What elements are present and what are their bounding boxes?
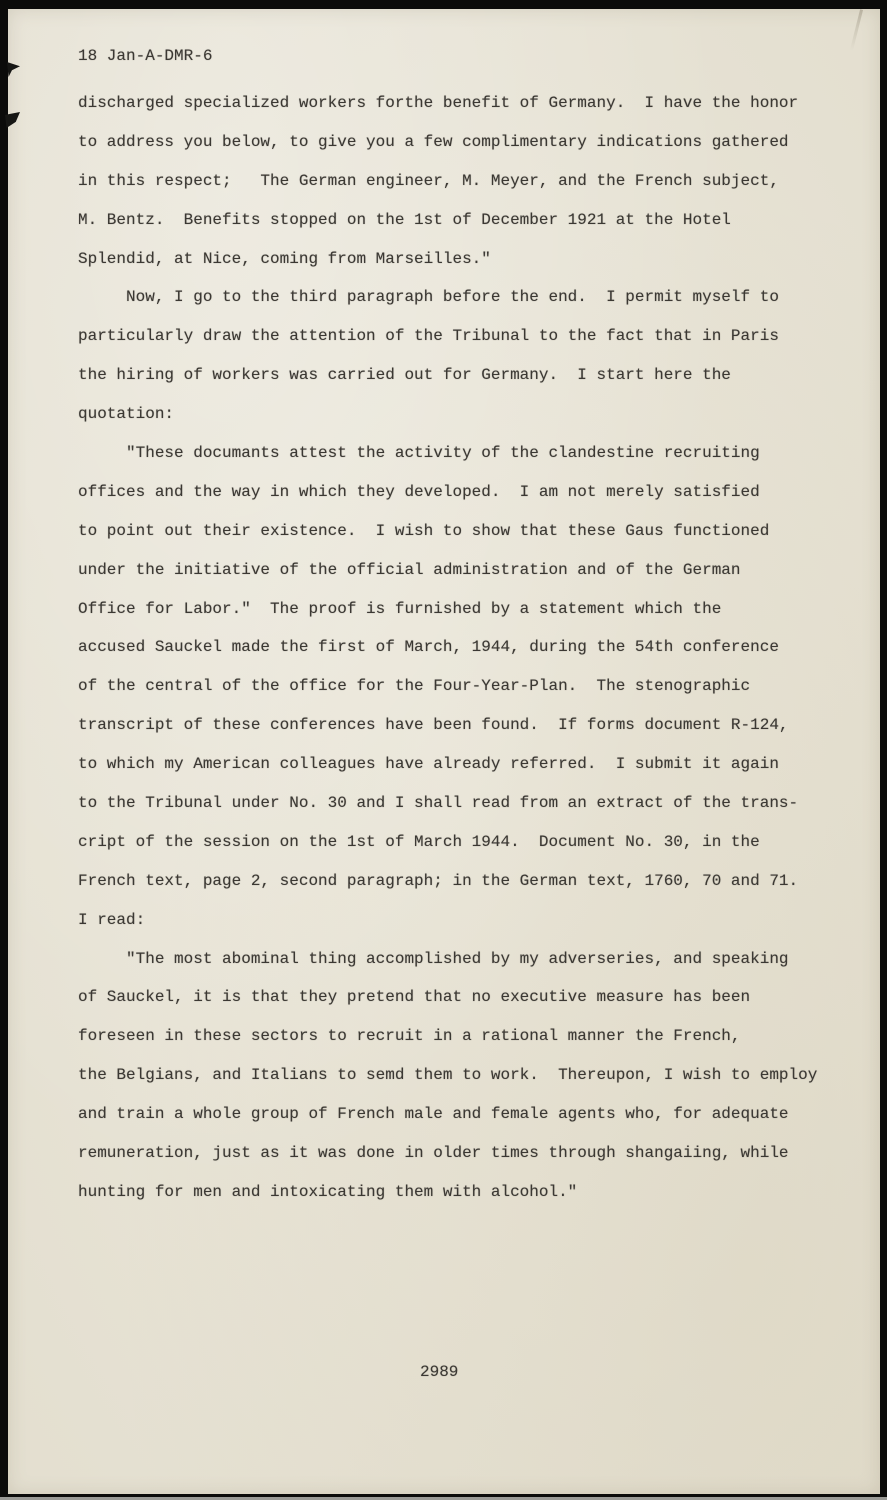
text-line: the Belgians, and Italians to semd them to work. Thereupon, I wish to employ (78, 1066, 818, 1085)
text-line: remuneration, just as it was done in older times through shangaiing, while (78, 1144, 789, 1163)
text-line: to point out their existence. I wish to show that these Gaus functioned (78, 521, 770, 540)
document-header: 18 Jan-A-DMR-6 (78, 47, 213, 65)
text-line: Now, I go to the third paragraph before the end. I permit myself to (78, 288, 779, 307)
text-line: M. Bentz. Benefits stopped on the 1st of December 1921 at the Hotel (78, 210, 731, 229)
text-line: quotation: (78, 405, 175, 424)
paragraph (78, 940, 858, 1212)
document-body (78, 84, 858, 1212)
text-line: under the initiative of the official administration and of the German (78, 560, 741, 579)
text-line: I read: (78, 910, 146, 929)
text-line: "The most abominal thing accomplished by my adverseries, and speaking (78, 949, 789, 968)
text-line: transcript of these conferences have been found. If forms document R-124, (78, 716, 789, 735)
text-line: to the Tribunal under No. 30 and I shall read from an extract of the trans- (78, 794, 799, 813)
text-line: Office for Labor." The proof is furnished by a statement which the (78, 599, 722, 618)
paper-crease (850, 9, 863, 50)
text-line: to address you below, to give you a few complimentary indications gathered (78, 132, 789, 151)
text-line: discharged specialized workers forthe benefit of Germany. I have the honor (78, 94, 799, 112)
text-line: accused Sauckel made the first of March, 1944, during the 54th conference (78, 638, 779, 657)
text-line: Splendid, at Nice, coming from Marseilles." (78, 249, 491, 268)
page-number: 2989 (420, 1363, 459, 1381)
text-line: in this respect; The German engineer, M. Meyer, and the French subject, (78, 171, 779, 190)
text-line: of Sauckel, it is that they pretend that no executive measure has been (78, 988, 751, 1007)
paragraph (78, 278, 858, 434)
text-line: French text, page 2, second paragraph; in the German text, 1760, 70 and 71. (78, 871, 799, 890)
text-line: cript of the session on the 1st of March 1944. Document No. 30, in the (78, 832, 760, 851)
paragraph (78, 84, 858, 278)
text-line: of the central of the office for the Four-Year-Plan. The stenographic (78, 677, 751, 696)
paragraph (78, 434, 858, 940)
text-line: "These documants attest the activity of the clandestine recruiting (78, 444, 760, 463)
text-line: hunting for men and intoxicating them with alcohol." (78, 1182, 578, 1201)
text-line: and train a whole group of French male and female agents who, for adequate (78, 1105, 789, 1124)
text-line: foreseen in these sectors to recruit in a rational manner the French, (78, 1027, 741, 1046)
text-line: particularly draw the attention of the Tribunal to the fact that in Paris (78, 327, 779, 346)
text-line: the hiring of workers was carried out for Germany. I start here the (78, 366, 731, 385)
text-line: to which my American colleagues have already referred. I submit it again (78, 755, 779, 774)
text-line: offices and the way in which they developed. I am not merely satisfied (78, 482, 760, 501)
